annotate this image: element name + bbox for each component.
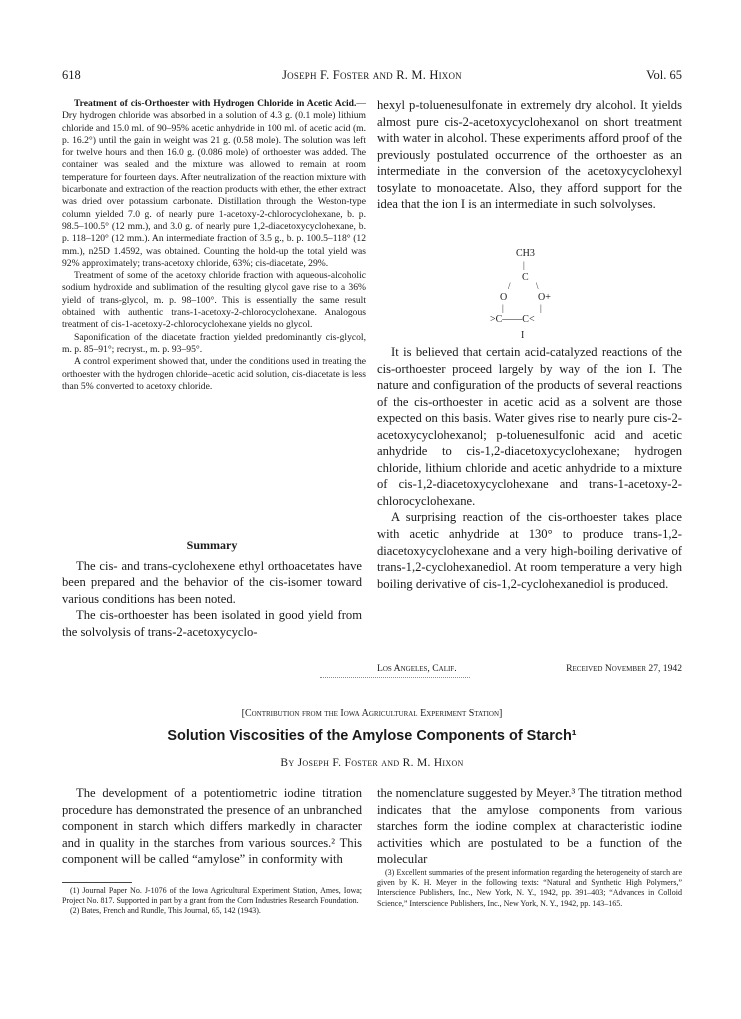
volume-label: Vol. 65	[646, 68, 682, 82]
running-title: Joseph F. Foster and R. M. Hixon	[282, 68, 462, 82]
summary-heading: Summary	[186, 538, 238, 552]
body-paragraph: the nomenclature suggested by Meyer.³ The titration method indicates that the amylose components from various starches form the iodine complex at characteristic iodine activities which are postulated to be a function of the molecular	[377, 786, 682, 867]
experimental-paragraph: A control experiment showed that, under the conditions used in treating the orthoester with the hydrogen chloride–acetic acid solution, cis-diacetate is less than 5% converted to acetoxy chloride.	[62, 356, 366, 392]
structure-oxygen: O	[500, 292, 508, 303]
structure-oxonium: O+	[538, 292, 551, 303]
structure-ch3: CH3	[516, 248, 535, 259]
contribution-line: [Contribution from the Iowa Agricultural Experiment Station]	[241, 708, 503, 719]
footnote: (2) Bates, French and Rundle, This Journal, 65, 142 (1943).	[70, 906, 261, 916]
article-byline: By Joseph F. Foster and R. M. Hixon	[280, 757, 464, 769]
page-number: 618	[62, 68, 81, 82]
body-paragraph: A surprising reaction of the cis-orthoester takes place with acetic anhydride at 130° to produce trans-1,2-diacetoxycyclohexane and a very high-boiling derivative of trans-1,2-cyclohexanediol. At room temperature a very high boiling derivative of cis-1,2-cyclohexanediol is produced.	[377, 510, 682, 591]
ion-structure-diagram: CH3 | C / \ O O+ | | >C——C< I	[490, 248, 551, 341]
structure-label: I	[521, 330, 525, 341]
body-paragraph: It is believed that certain acid-catalyzed reactions of the cis-orthoester proceed largely by way of the ion I. The nature and configuration of the products of several reactions of the cis-orthoester in acetic acid as a solvent are those expected on this basis. Water gives rise to nearly pure cis-2-acetoxycyclohexanol; p-toluenesulfonic acid and acetic anhydride to cis-1,2-diacetoxycyclohexane; hydrogen chloride, lithium chloride and acetic anhydride to a mixture of cis-1,2-diacetoxycyclohexane and trans-1-acetoxy-2-chlorocyclohexane.	[377, 345, 682, 508]
footnote: (3) Excellent summaries of the present information regarding the heterogeneity of starch are given by K. H. Meyer in the following texts: “Natural and Synthetic High Polymers,” Interscience Publishers, Inc., New York, N. Y., 1942, pp. 391–403; “Advances in Colloid Science,” Interscience Publishers, Inc., New York, N. Y., 1942, pp. 143–165.	[377, 868, 682, 908]
structure-central-carbon: C	[522, 272, 529, 283]
right-column-top	[377, 97, 682, 213]
footnotes-right	[377, 868, 682, 909]
article2-right-column	[377, 785, 682, 868]
article-separator	[320, 677, 470, 678]
summary-paragraph: The cis-orthoester has been isolated in good yield from the solvolysis of trans-2-acetoxycyclo-	[62, 608, 362, 639]
right-column-lower	[377, 344, 682, 592]
page-header	[62, 68, 682, 84]
experimental-paragraph: Treatment of cis-Orthoester with Hydrogen Chloride in Acetic Acid.—Dry hydrogen chloride was absorbed in a solution of 4.3 g. (0.1 mole) lithium chloride and 15.0 ml. of 90–95% acetic anhydride in 100 ml. of acetic acid (m. p. 16.2°) until the gain in weight was 21 g. (0.58 mole). The solution was left for twelve hours and then 16.0 g. (0.086 mole) of orthoester was added. The container was sealed and the mixture was allowed to remain at room temperature for fourteen days. After neutralization of the reaction mixture with bicarbonate and extraction of the reaction products with ether, the ether extract was dried over potassium carbonate. Distillation through the Weston-type column yielded 7.0 g. of nearly pure 1-acetoxy-2-chlorocyclohexane, b. p. 98.5–100.5° (12 mm.), and 3.0 g. of nearly pure 1,2-diacetoxycyclohexane, b. p. 118–120° (12 mm.). An intermediate fraction of 3.5 g., b. p. 100.5–118° (12 mm.), n25D 1.4592, was obtained. Counting the hold-up the total yield was 92% approximately; trans-acetoxy chloride, 63%; cis-diacetate, 29%.	[62, 98, 366, 269]
article-title: Solution Viscosities of the Amylose Components of Starch¹	[167, 728, 577, 744]
experimental-paragraph: Saponification of the diacetate fraction yielded predominantly cis-glycol, m. p. 85–91°; recryst., m. p. 93–95°.	[62, 331, 366, 355]
body-paragraph: The development of a potentiometric iodine titration procedure has demonstrated the presence of an unbranched component in starch which differs markedly in character and in quality in the starches from various sources.² This component will be called “amylose” in conformity with	[62, 786, 362, 867]
footnote-rule	[62, 882, 132, 883]
summary-section	[62, 533, 362, 640]
footnotes-left	[62, 880, 362, 917]
received-date: Received November 27, 1942	[566, 663, 682, 674]
footnote: (1) Journal Paper No. J-1076 of the Iowa Agricultural Experiment Station, Ames, Iowa; Project No. 817. Supported in part by a grant from the Corn Industries Research Foundation.	[62, 886, 362, 906]
experimental-run-in-heading: Treatment of cis-Orthoester with Hydrogen Chloride in Acetic Acid.	[74, 98, 357, 109]
body-paragraph: hexyl p-toluenesulfonate in extremely dry alcohol. It yields almost pure cis-2-acetoxycyclohexanol on short treatment with water in alcohol. These experiments afford proof of the previously postulated occurrence of the orthoester as an intermediate in the conversion of the acetoxycyclohexyl tosylate to monoacetate. Also, they afford support for the idea that the ion I is an intermediate in such solvolyses.	[377, 98, 682, 212]
author-location: Los Angeles, Calif.	[377, 663, 457, 674]
experimental-paragraph: Treatment of some of the acetoxy chloride fraction with aqueous-alcoholic sodium hydroxide and sublimation of the resulting glycol gave rise to a 36% yield of trans-glycol, m. p. 98–100°. This is essentially the same result obtained with authentic trans-1-acetoxy-2-chlorocyclohexane. Analogous treatment of cis-1-acetoxy-2-chlorocyclohexane yields no glycol.	[62, 270, 366, 331]
summary-paragraph: The cis- and trans-cyclohexene ethyl orthoacetates have been prepared and the behavior of the cis-isomer toward various conditions has been noted.	[62, 558, 362, 606]
received-line	[377, 663, 682, 677]
structure-ring-carbons: >C——C<	[490, 314, 535, 325]
left-column-experimental	[62, 98, 366, 393]
article2-left-column	[62, 785, 362, 868]
